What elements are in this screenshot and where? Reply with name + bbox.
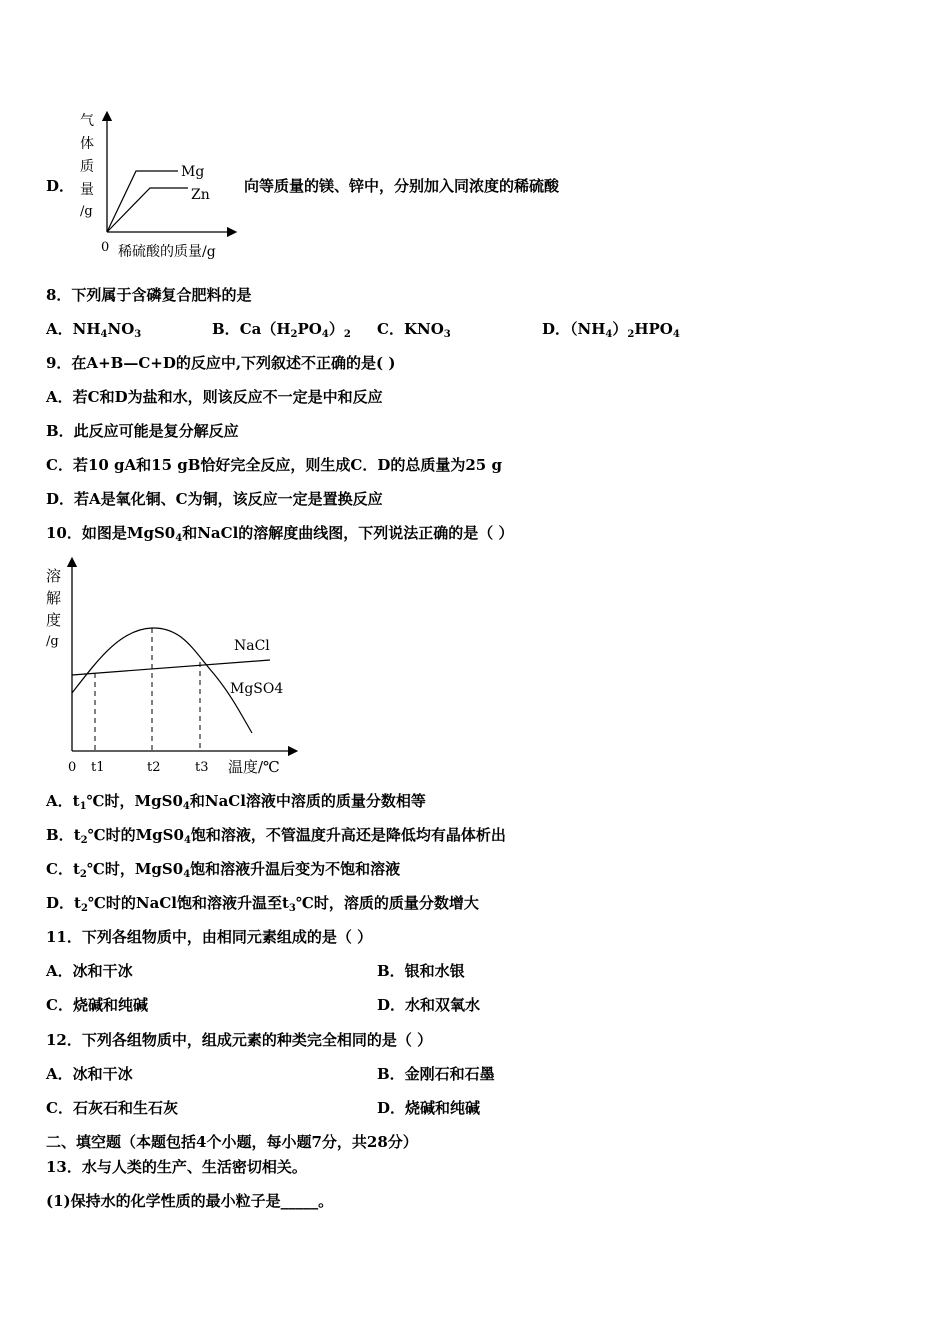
q7-y-char-5: /g [80, 204, 93, 219]
q10-y-char-2: 解 [46, 589, 62, 607]
q10-option-a: A．$t_1℃$时，$MgS0_4$和NaCl溶液中溶质的质量分数相等 [46, 792, 426, 812]
q7-y-char-3: 质 [80, 159, 94, 175]
q8-option-d: D．$(NH_4)_2HPO_4$ [542, 320, 680, 340]
q10-tick-t2: t2 [147, 760, 161, 775]
q8-stem: 8．下列属于含磷复合肥料的是 [46, 286, 252, 304]
q13-part-1: (1)保持水的化学性质的最小粒子是_____。 [46, 1192, 334, 1210]
q10-x-label: 温度/℃ [228, 758, 280, 776]
q12-stem: 12．下列各组物质中，组成元素的种类完全相同的是（ ） [46, 1031, 433, 1049]
q12-option-a: A．冰和干冰 [46, 1065, 133, 1083]
q10-mgso4-curve [72, 628, 252, 733]
q10-y-char-1: 溶 [46, 567, 62, 585]
q11-option-a: A．冰和干冰 [46, 962, 133, 980]
q12-option-c: C．石灰石和生石灰 [46, 1099, 178, 1117]
q10-option-d: D．$t_2℃$时的NaCl饱和溶液升温至$t_3℃$时，溶质的质量分数增大 [46, 894, 479, 914]
q9-stem: 9．在A+B—C+D的反应中,下列叙述不正确的是( ) [46, 354, 396, 372]
q10-tick-t1: t1 [91, 760, 105, 775]
q7-origin: 0 [101, 240, 110, 255]
q8-option-a: A．$NH_4NO_3$ [46, 320, 142, 340]
q11-option-c: C．烧碱和纯碱 [46, 996, 148, 1014]
q10-option-b: B．$t_2℃$时的$MgS0_4$饱和溶液，不管温度升高还是降低均有晶体析出 [46, 826, 506, 846]
q10-nacl-line [72, 660, 270, 675]
q10-mgso4-label: MgSO4 [230, 681, 284, 697]
q7-zn-line [107, 188, 188, 232]
section-2-title: 二、填空题（本题包括4个小题，每小题7分，共28分） [46, 1133, 418, 1151]
q13-stem: 13．水与人类的生产、生活密切相关。 [46, 1158, 307, 1176]
q10-origin: 0 [68, 760, 77, 775]
q9-option-a: A．若C和D为盐和水，则该反应不一定是中和反应 [46, 388, 383, 406]
q10-tick-t3: t3 [195, 760, 209, 775]
q9-option-b: B．此反应可能是复分解反应 [46, 422, 239, 440]
q7-series-zn: Zn [191, 187, 210, 203]
q7-y-char-2: 体 [80, 136, 94, 152]
q7-y-char-1: 气 [80, 113, 94, 129]
q8-option-c: C．$KNO_3$ [377, 320, 451, 340]
q7-option-d-text: 向等质量的镁、锌中，分别加入同浓度的稀硫酸 [244, 177, 560, 195]
q7-mg-line [107, 171, 178, 232]
q11-option-d: D．水和双氧水 [377, 996, 481, 1014]
q10-stem: 10．如图是$MgS0_4$和NaCl的溶解度曲线图，下列说法正确的是（ ） [46, 524, 514, 544]
q11-stem: 11．下列各组物质中，由相同元素组成的是（ ） [46, 928, 373, 946]
q7-gas-mass-graph [74, 108, 244, 266]
q7-series-mg: Mg [181, 164, 205, 180]
q10-solubility-chart [42, 556, 304, 778]
q11-option-b: B．银和水银 [377, 962, 465, 980]
q7-y-char-4: 量 [80, 182, 94, 198]
q12-option-b: B．金刚石和石墨 [377, 1065, 495, 1083]
q12-option-d: D．烧碱和纯碱 [377, 1099, 481, 1117]
q9-option-c: C．若10 gA和15 gB恰好完全反应，则生成C．D的总质量为25 g [46, 456, 502, 474]
q9-option-d: D．若A是氧化铜、C为铜，该反应一定是置换反应 [46, 490, 383, 508]
q10-option-c: C．$t_2℃$时，$MgS0_4$饱和溶液升温后变为不饱和溶液 [46, 860, 401, 880]
q10-y-char-3: 度 [46, 611, 62, 629]
q7-option-d-label: D． [46, 177, 75, 195]
q8-option-b: B．$Ca(H_2PO_4)_2$ [212, 320, 351, 340]
q7-x-label: 稀硫酸的质量/g [118, 244, 216, 260]
q10-y-char-4: /g [46, 634, 59, 649]
q10-nacl-label: NaCl [234, 638, 270, 654]
